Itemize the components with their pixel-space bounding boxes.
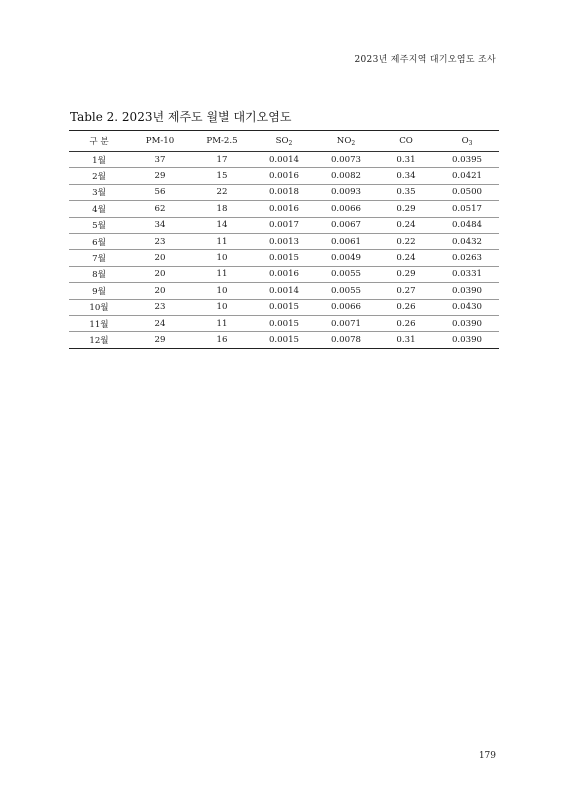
running-header: 2023년 제주지역 대기오염도 조사 xyxy=(354,55,496,65)
pm10-cell: 23 xyxy=(129,233,191,249)
pm10-cell: 29 xyxy=(129,168,191,184)
o3-cell: 0.0421 xyxy=(435,168,499,184)
column-header-so2: $SO_2$ xyxy=(275,136,293,147)
so2-cell: 0.0017 xyxy=(253,217,315,233)
pm25-cell: 10 xyxy=(191,250,253,266)
co-cell: 0.24 xyxy=(377,217,435,233)
no2-cell: 0.0071 xyxy=(315,315,377,331)
so2-cell: 0.0015 xyxy=(253,332,315,348)
no2-cell: 0.0055 xyxy=(315,283,377,299)
no2-cell: 0.0067 xyxy=(315,217,377,233)
table-caption: Table 2. 2023년 제주도 월별 대기오염도 xyxy=(70,110,292,124)
o3-cell: 0.0390 xyxy=(435,315,499,331)
pm25-cell: 15 xyxy=(191,168,253,184)
month-cell: 5월 xyxy=(69,217,129,233)
pm10-cell: 37 xyxy=(129,152,191,168)
co-cell: 0.29 xyxy=(377,201,435,217)
month-cell: 6월 xyxy=(69,233,129,249)
month-cell: 1월 xyxy=(69,152,129,168)
o3-cell: 0.0263 xyxy=(435,250,499,266)
table-row xyxy=(69,315,499,331)
co-cell: 0.34 xyxy=(377,168,435,184)
column-header-o3: $O_3$ xyxy=(461,136,473,147)
month-cell: 11월 xyxy=(69,315,129,331)
co-cell: 0.22 xyxy=(377,233,435,249)
pm25-cell: 11 xyxy=(191,315,253,331)
no2-cell: 0.0061 xyxy=(315,233,377,249)
so2-cell: 0.0015 xyxy=(253,250,315,266)
o3-cell: 0.0500 xyxy=(435,184,499,200)
month-cell: 4월 xyxy=(69,201,129,217)
co-cell: 0.29 xyxy=(377,266,435,282)
pm10-cell: 20 xyxy=(129,250,191,266)
column-header-no2: $NO_2$ xyxy=(336,136,356,147)
pm25-cell: 22 xyxy=(191,184,253,200)
co-cell: 0.31 xyxy=(377,332,435,348)
o3-cell: 0.0484 xyxy=(435,217,499,233)
table-header-row xyxy=(69,131,499,152)
pm25-cell: 10 xyxy=(191,299,253,315)
month-cell: 8월 xyxy=(69,266,129,282)
o3-cell: 0.0390 xyxy=(435,332,499,348)
so2-cell: 0.0014 xyxy=(253,283,315,299)
no2-cell: 0.0055 xyxy=(315,266,377,282)
month-cell: 2월 xyxy=(69,168,129,184)
pm10-cell: 20 xyxy=(129,266,191,282)
so2-cell: 0.0015 xyxy=(253,315,315,331)
month-cell: 3월 xyxy=(69,184,129,200)
no2-cell: 0.0093 xyxy=(315,184,377,200)
table-row xyxy=(69,283,499,299)
column-header-pm10: PM-10 xyxy=(145,136,175,146)
co-cell: 0.31 xyxy=(377,152,435,168)
table-row xyxy=(69,217,499,233)
pm25-cell: 11 xyxy=(191,233,253,249)
pm10-cell: 34 xyxy=(129,217,191,233)
pm10-cell: 24 xyxy=(129,315,191,331)
pm25-cell: 17 xyxy=(191,152,253,168)
table-body xyxy=(69,152,499,349)
so2-cell: 0.0016 xyxy=(253,168,315,184)
air-pollution-table xyxy=(69,130,499,349)
table-row xyxy=(69,266,499,282)
no2-cell: 0.0078 xyxy=(315,332,377,348)
no2-cell: 0.0066 xyxy=(315,201,377,217)
so2-cell: 0.0015 xyxy=(253,299,315,315)
column-header-category: 구 분 xyxy=(89,137,109,147)
so2-cell: 0.0018 xyxy=(253,184,315,200)
co-cell: 0.26 xyxy=(377,299,435,315)
o3-cell: 0.0395 xyxy=(435,152,499,168)
pm10-cell: 20 xyxy=(129,283,191,299)
table-row xyxy=(69,299,499,315)
column-header-pm25: PM-2.5 xyxy=(206,136,238,146)
no2-cell: 0.0066 xyxy=(315,299,377,315)
pm25-cell: 10 xyxy=(191,283,253,299)
pm10-cell: 56 xyxy=(129,184,191,200)
so2-cell: 0.0016 xyxy=(253,201,315,217)
column-header-co: CO xyxy=(399,136,413,146)
o3-cell: 0.0430 xyxy=(435,299,499,315)
co-cell: 0.24 xyxy=(377,250,435,266)
pm10-cell: 23 xyxy=(129,299,191,315)
so2-cell: 0.0016 xyxy=(253,266,315,282)
o3-cell: 0.0517 xyxy=(435,201,499,217)
table-row xyxy=(69,250,499,266)
o3-cell: 0.0390 xyxy=(435,283,499,299)
pm10-cell: 62 xyxy=(129,201,191,217)
no2-cell: 0.0049 xyxy=(315,250,377,266)
o3-cell: 0.0432 xyxy=(435,233,499,249)
table-row xyxy=(69,233,499,249)
no2-cell: 0.0082 xyxy=(315,168,377,184)
co-cell: 0.26 xyxy=(377,315,435,331)
table-row xyxy=(69,168,499,184)
co-cell: 0.27 xyxy=(377,283,435,299)
month-cell: 12월 xyxy=(69,332,129,348)
no2-cell: 0.0073 xyxy=(315,152,377,168)
co-cell: 0.35 xyxy=(377,184,435,200)
pm25-cell: 18 xyxy=(191,201,253,217)
so2-cell: 0.0013 xyxy=(253,233,315,249)
month-cell: 9월 xyxy=(69,283,129,299)
page-number: 179 xyxy=(478,751,496,761)
o3-cell: 0.0331 xyxy=(435,266,499,282)
table-row xyxy=(69,201,499,217)
table-row xyxy=(69,184,499,200)
table-row xyxy=(69,152,499,168)
pm25-cell: 11 xyxy=(191,266,253,282)
so2-cell: 0.0014 xyxy=(253,152,315,168)
pm25-cell: 14 xyxy=(191,217,253,233)
month-cell: 10월 xyxy=(69,299,129,315)
pm10-cell: 29 xyxy=(129,332,191,348)
table-row xyxy=(69,332,499,348)
month-cell: 7월 xyxy=(69,250,129,266)
pm25-cell: 16 xyxy=(191,332,253,348)
